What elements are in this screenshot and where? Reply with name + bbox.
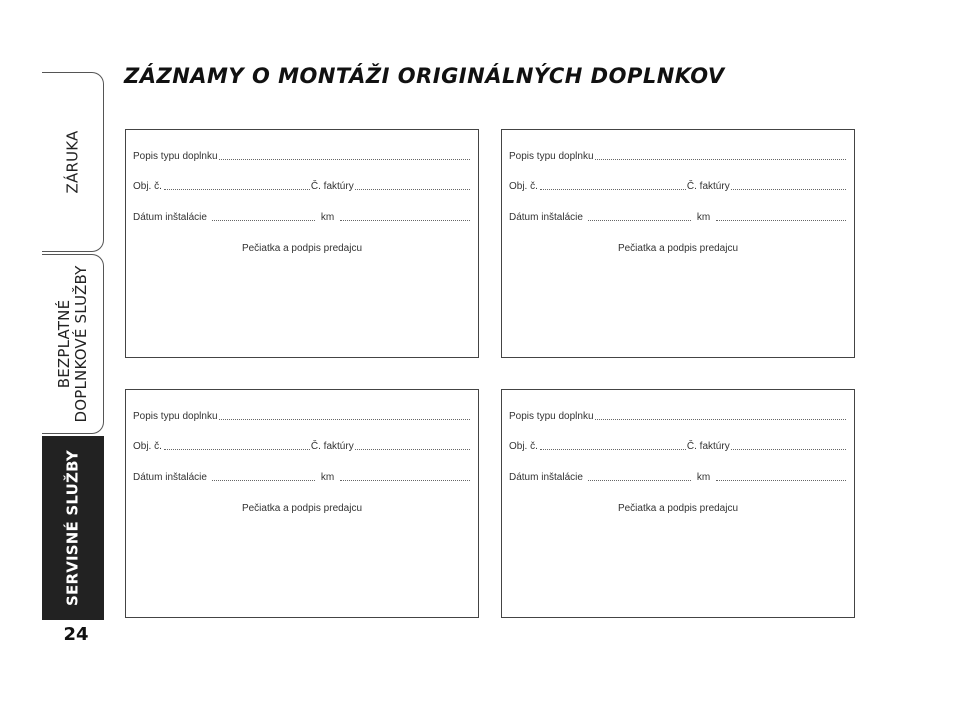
description-label: Popis typu doplnku: [133, 411, 218, 422]
tab-servisne-label: SERVISNÉ SLUŽBY: [63, 450, 81, 606]
km-field[interactable]: [340, 212, 470, 221]
description-field[interactable]: [219, 411, 470, 420]
description-label: Popis typu doplnku: [509, 151, 594, 162]
accessory-record-card: [125, 129, 479, 358]
km-label: km: [320, 472, 335, 483]
description-field[interactable]: [219, 151, 470, 160]
km-label: km: [696, 472, 711, 483]
invoice-label: Č. faktúry: [686, 441, 730, 452]
install-date-label: Dátum inštalácie: [133, 212, 207, 223]
invoice-field[interactable]: [731, 181, 846, 190]
invoice-label: Č. faktúry: [310, 441, 354, 452]
order-label: Obj. č.: [509, 441, 538, 452]
install-date-field[interactable]: [212, 212, 315, 221]
install-date-field[interactable]: [588, 472, 691, 481]
tab-servisne-sluzby[interactable]: [42, 436, 104, 620]
km-field[interactable]: [340, 472, 470, 481]
tab-zaruka-label: ZÁRUKA: [63, 130, 81, 194]
invoice-field[interactable]: [355, 181, 470, 190]
order-label: Obj. č.: [133, 441, 162, 452]
page-title: ZÁZNAMY O MONTÁŽI ORIGINÁLNÝCH DOPLNKOV: [124, 64, 725, 88]
invoice-field[interactable]: [731, 441, 846, 450]
install-row: [133, 472, 471, 483]
install-date-label: Dátum inštalácie: [133, 472, 207, 483]
description-label: Popis typu doplnku: [133, 151, 218, 162]
description-row: [509, 411, 847, 422]
stamp-signature-label: Pečiatka a podpis predajcu: [241, 243, 363, 254]
km-label: km: [320, 212, 335, 223]
order-field[interactable]: [540, 441, 686, 450]
km-field[interactable]: [716, 212, 846, 221]
install-row: [509, 472, 847, 483]
page-number: 24: [63, 624, 89, 645]
tab-zaruka[interactable]: [42, 72, 104, 252]
invoice-field[interactable]: [355, 441, 470, 450]
description-label: Popis typu doplnku: [509, 411, 594, 422]
description-row: [133, 151, 471, 162]
accessory-record-card: [501, 389, 855, 618]
tab-bezplatne-label-line1: BEZPLATNÉ: [54, 299, 73, 389]
order-label: Obj. č.: [133, 181, 162, 192]
tab-bezplatne-doplnkove-sluzby[interactable]: [42, 254, 104, 434]
stamp-signature-label: Pečiatka a podpis predajcu: [241, 503, 363, 514]
install-date-label: Dátum inštalácie: [509, 212, 583, 223]
description-row: [133, 411, 471, 422]
order-row: [509, 181, 847, 192]
stamp-signature-label: Pečiatka a podpis predajcu: [617, 243, 739, 254]
install-date-field[interactable]: [212, 472, 315, 481]
tab-bezplatne-label-line2: DOPLNKOVÉ SLUŽBY: [71, 265, 90, 423]
order-field[interactable]: [540, 181, 686, 190]
description-field[interactable]: [595, 411, 846, 420]
order-label: Obj. č.: [509, 181, 538, 192]
description-field[interactable]: [595, 151, 846, 160]
install-date-field[interactable]: [588, 212, 691, 221]
km-label: km: [696, 212, 711, 223]
order-row: [133, 441, 471, 452]
stamp-signature-label: Pečiatka a podpis predajcu: [617, 503, 739, 514]
km-field[interactable]: [716, 472, 846, 481]
order-row: [133, 181, 471, 192]
order-field[interactable]: [164, 181, 310, 190]
order-field[interactable]: [164, 441, 310, 450]
install-row: [133, 212, 471, 223]
accessory-record-card: [125, 389, 479, 618]
description-row: [509, 151, 847, 162]
install-date-label: Dátum inštalácie: [509, 472, 583, 483]
invoice-label: Č. faktúry: [686, 181, 730, 192]
order-row: [509, 441, 847, 452]
install-row: [509, 212, 847, 223]
accessory-record-card: [501, 129, 855, 358]
tab-bezplatne-label: [56, 265, 90, 422]
invoice-label: Č. faktúry: [310, 181, 354, 192]
